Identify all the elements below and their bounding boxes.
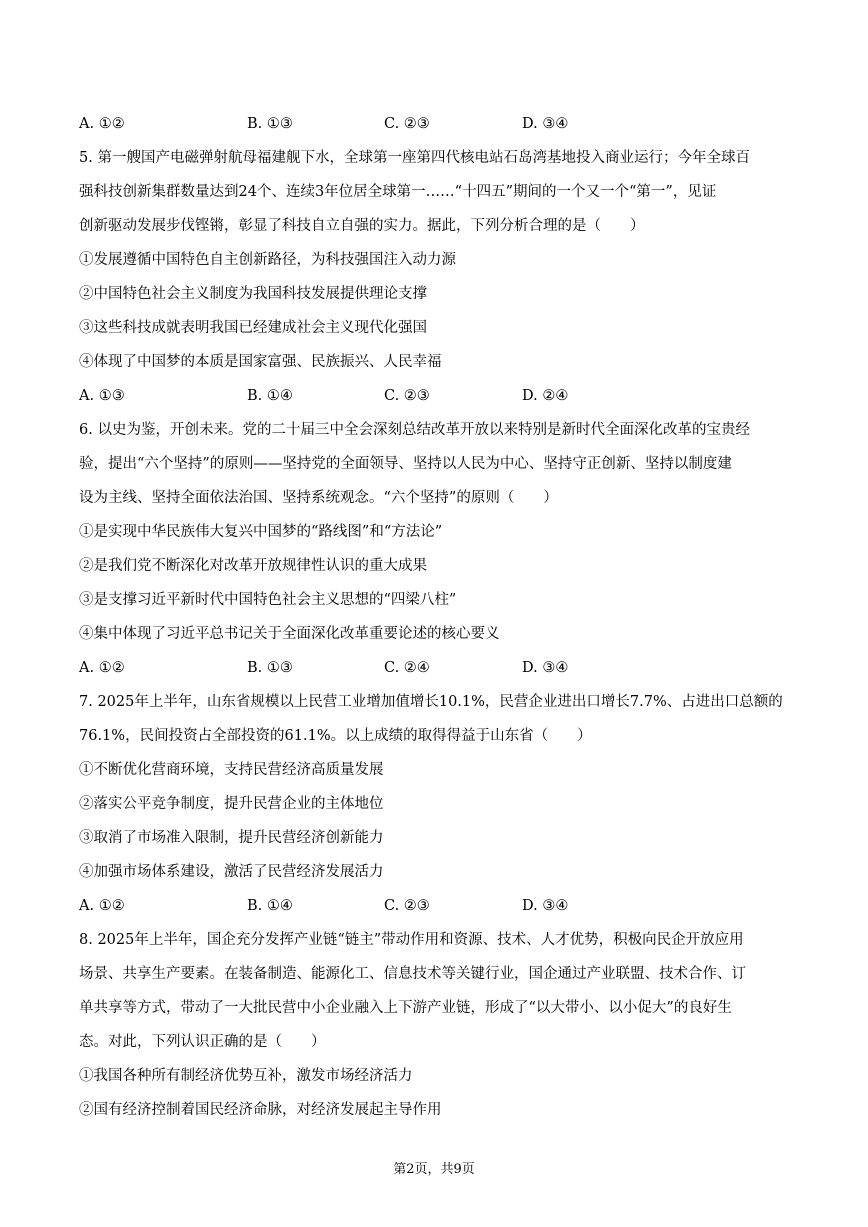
q6-option-d: D. ③④ (522, 660, 569, 676)
q7-item: ③取消了市场准入限制，提升民营经济创新能力 (79, 830, 384, 846)
page-content (79, 112, 793, 1132)
q8-item: ②国有经济控制着国民经济命脉，对经济发展起主导作用 (79, 1102, 442, 1118)
q7-option-c: C. ②③ (384, 898, 430, 914)
q5-item: ①发展遵循中国特色自主创新路径，为科技强国注入动力源 (79, 252, 456, 268)
q5-option-b: B. ①④ (247, 388, 293, 404)
q4-option-c: C. ②③ (384, 116, 430, 132)
question-7 (79, 690, 793, 928)
q7-option-d: D. ③④ (522, 898, 569, 914)
page-footer: 第2页，共9页 (393, 1162, 475, 1177)
q6-stem-line: 6. 以史为鉴，开创未来。党的二十届三中全会深刻总结改革开放以来特别是新时代全面深化改革的宝贵经 (79, 422, 750, 438)
q6-option-b: B. ①③ (247, 660, 293, 676)
q5-option-a: A. ①③ (79, 388, 125, 404)
q7-options (79, 894, 793, 928)
q5-options (79, 384, 793, 418)
q8-stem-line: 单共享等方式，带动了一大批民营中小企业融入上下游产业链，形成了“以大带小、以小促大”的良好生 (79, 1000, 732, 1016)
q5-stem-line: 创新驱动发展步伐铿锵，彰显了科技自立自强的实力。据此，下列分析合理的是（ ） (79, 218, 645, 234)
q4-option-a: A. ①② (79, 116, 125, 132)
q7-item: ②落实公平竞争制度，提升民营企业的主体地位 (79, 796, 384, 812)
q8-stem-line: 场景、共享生产要素。在装备制造、能源化工、信息技术等关键行业，国企通过产业联盟、技术合作、订 (79, 966, 746, 982)
q6-options (79, 656, 793, 690)
q6-item: ①是实现中华民族伟大复兴中国梦的“路线图”和“方法论” (79, 524, 443, 540)
q6-item: ③是支撑习近平新时代中国特色社会主义思想的“四梁八柱” (79, 592, 457, 608)
q6-stem-line: 验，提出“六个坚持”的原则——坚持党的全面领导、坚持以人民为中心、坚持守正创新、坚持以制度建 (79, 456, 732, 472)
q7-stem-line: 7. 2025年上半年，山东省规模以上民营工业增加值增长10.1%，民营企业进出口增长7.7%、占进出口总额的 (79, 694, 783, 710)
q5-stem-line: 强科技创新集群数量达到24个、连续3年位居全球第一……“十四五”期间的一个又一个“第一”，见证 (79, 184, 717, 200)
q7-item: ①不断优化营商环境，支持民营经济高质量发展 (79, 762, 384, 778)
q7-stem-line: 76.1%，民间投资占全部投资的61.1%。以上成绩的取得得益于山东省（ ） (79, 728, 592, 744)
q5-item: ③这些科技成就表明我国已经建成社会主义现代化强国 (79, 320, 427, 336)
q4-options (79, 112, 793, 146)
q7-item: ④加强市场体系建设，激活了民营经济发展活力 (79, 864, 384, 880)
question-6 (79, 418, 793, 690)
q8-stem-line: 态。对此，下列认识正确的是（ ） (79, 1034, 326, 1050)
q6-option-a: A. ①② (79, 660, 125, 676)
q5-item: ②中国特色社会主义制度为我国科技发展提供理论支撑 (79, 286, 427, 302)
q7-option-a: A. ①② (79, 898, 125, 914)
q6-item: ④集中体现了习近平总书记关于全面深化改革重要论述的核心要义 (79, 626, 500, 642)
q5-option-d: D. ②④ (522, 388, 569, 404)
question-5 (79, 146, 793, 418)
q6-item: ②是我们党不断深化对改革开放规律性认识的重大成果 (79, 558, 427, 574)
q7-option-b: B. ①④ (247, 898, 293, 914)
q6-option-c: C. ②④ (384, 660, 430, 676)
q4-option-b: B. ①③ (247, 116, 293, 132)
q6-stem-line: 设为主线、坚持全面依法治国、坚持系统观念。“六个坚持”的原则（ ） (79, 490, 558, 506)
q5-stem-line: 5. 第一艘国产电磁弹射航母福建舰下水，全球第一座第四代核电站石岛湾基地投入商业运行；今年全球百 (79, 150, 750, 166)
q8-stem-line: 8. 2025年上半年，国企充分发挥产业链“链主”带动作用和资源、技术、人才优势，积极向民企开放应用 (79, 932, 744, 948)
q4-option-d: D. ③④ (522, 116, 569, 132)
q8-item: ①我国各种所有制经济优势互补，激发市场经济活力 (79, 1068, 413, 1084)
question-8 (79, 928, 793, 1132)
q5-item: ④体现了中国梦的本质是国家富强、民族振兴、人民幸福 (79, 354, 442, 370)
q5-option-c: C. ②③ (384, 388, 430, 404)
